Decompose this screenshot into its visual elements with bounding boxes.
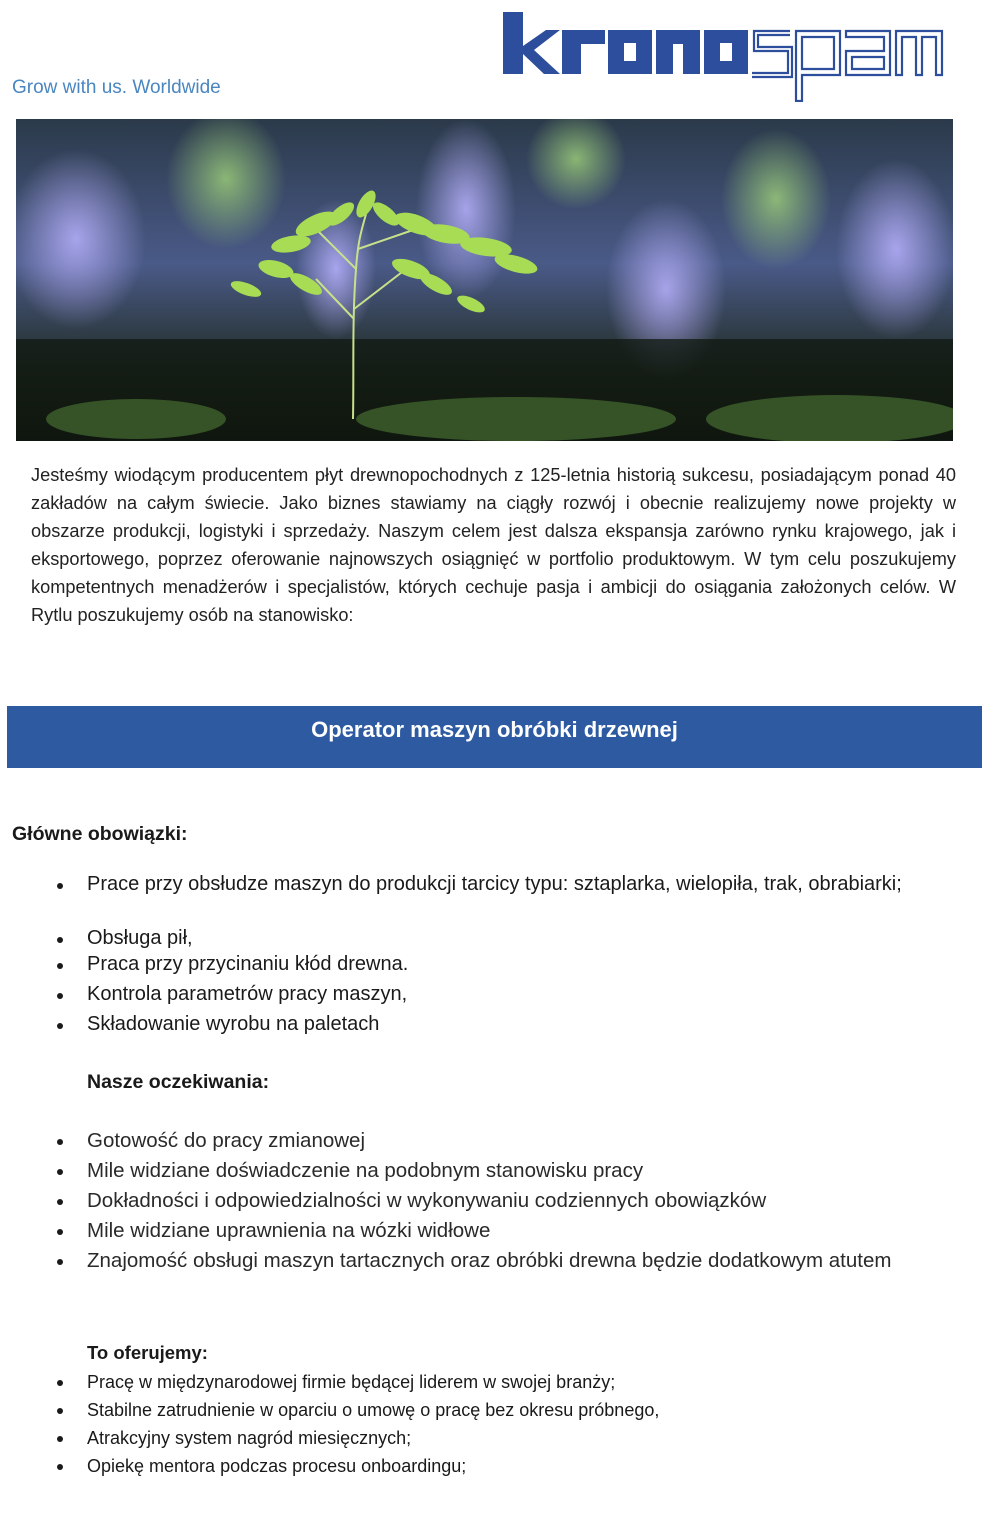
duties-heading: Główne obowiązki:: [12, 823, 188, 845]
list-item: Pracę w międzynarodowej firmie będącej liderem w swojej branży;: [0, 1368, 993, 1396]
list-item: Prace przy obsłudze maszyn do produkcji tarcicy typu: sztaplarka, wielopiła, trak, obrabiarki;: [0, 871, 993, 925]
list-item: Obsługa pił,: [0, 925, 993, 951]
hero-image: [16, 119, 953, 441]
tagline: Grow with us. Worldwide: [12, 77, 221, 98]
list-item: Praca przy przycinaniu kłód drewna.: [0, 951, 993, 981]
list-item: Gotowość do pracy zmianowej: [0, 1126, 993, 1156]
list-item: Kontrola parametrów pracy maszyn,: [0, 981, 993, 1011]
list-item: Mile widziane doświadczenie na podobnym stanowisku pracy: [0, 1156, 993, 1186]
list-item: Mile widziane uprawnienia na wózki widłowe: [0, 1216, 993, 1246]
duties-list: [0, 871, 993, 1041]
intro-paragraph: Jesteśmy wiodącym producentem płyt drewnopochodnych z 125-letnia historią sukcesu, posiadającym ponad 40 zakładów na całym świecie. Jako biznes stawiamy na ciągły rozwój i obecnie realizujemy nowe projekty w obszarze produkcji, logistyki i sprzedaży. Naszym celem jest dalsza ekspansja zarówno rynku krajowego, jak i eksportowego, poprzez oferowanie najnowszych osiągnięć w portfolio produktowym. W tym celu poszukujemy kompetentnych menadżerów i specjalistów, których cechuje pasja i ambicji do osiągania założonych celów. W Rytlu poszukujemy osób na stanowisko:: [31, 465, 956, 625]
list-item: Opiekę mentora podczas procesu onboardingu;: [0, 1452, 993, 1480]
list-item: Znajomość obsługi maszyn tartacznych oraz obróbki drewna będzie dodatkowym atutem: [0, 1246, 993, 1276]
list-item: Stabilne zatrudnienie w oparciu o umowę o pracę bez okresu próbnego,: [0, 1396, 993, 1424]
list-item: Składowanie wyrobu na paletach: [0, 1011, 993, 1041]
offer-heading: To oferujemy:: [87, 1342, 208, 1363]
expectations-heading: Nasze oczekiwania:: [87, 1071, 270, 1093]
offer-list: [0, 1368, 993, 1480]
job-title-banner: [7, 706, 982, 768]
list-item: Atrakcyjny system nagród miesięcznych;: [0, 1424, 993, 1452]
list-item: Dokładności i odpowiedzialności w wykonywaniu codziennych obowiązków: [0, 1186, 993, 1216]
kronospan-logo: [500, 10, 945, 102]
job-title: Operator maszyn obróbki drzewnej: [311, 717, 678, 742]
expectations-list: [0, 1126, 993, 1276]
